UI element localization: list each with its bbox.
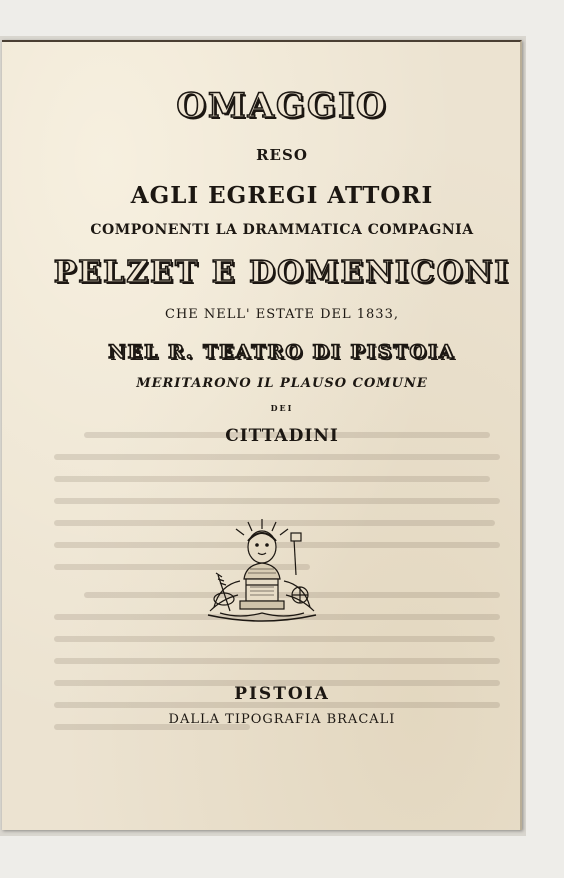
season-line: CHE NELL' ESTATE DEL 1833,: [165, 307, 399, 322]
theatre-line: NEL R. TEATRO DI PISTOIA: [108, 341, 456, 363]
allegorical-bust-vignette-icon: [200, 515, 324, 627]
citizens-line: CITTADINI: [225, 426, 339, 446]
applause-line: MERITARONO IL PLAUSO COMUNE: [136, 376, 428, 391]
company-description: COMPONENTI LA DRAMMATICA COMPAGNIA: [90, 222, 474, 238]
dedication-line: AGLI EGREGI ATTORI: [130, 182, 434, 209]
subtitle-reso: RESO: [256, 146, 308, 164]
company-name: PELZET E DOMENICONI: [53, 255, 511, 290]
dei-line: DEI: [270, 403, 294, 413]
imprint-place: PISTOIA: [234, 684, 330, 704]
document-title: OMAGGIO: [176, 86, 388, 126]
imprint-printer: DALLA TIPOGRAFIA BRACALI: [168, 712, 396, 727]
